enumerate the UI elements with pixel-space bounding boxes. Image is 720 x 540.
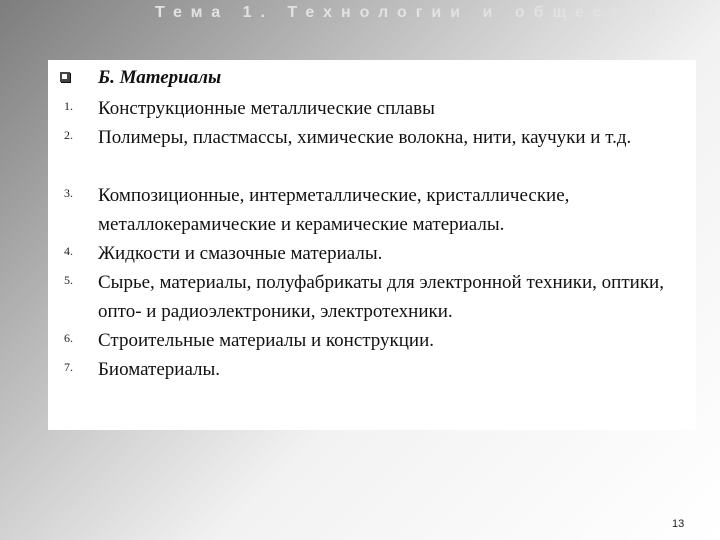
item-number: 2.: [64, 128, 73, 142]
item-text: Биоматериалы.: [98, 359, 221, 380]
section-heading: Б. Материалы: [98, 67, 222, 88]
item-text: Жидкости и смазочные материалы.: [98, 243, 383, 264]
item-number: 6.: [64, 331, 73, 345]
item-text: Композиционные, интерметаллические, кристаллические, металлокерамические и керамические материалы.: [98, 185, 570, 235]
item-number: 5.: [64, 273, 73, 287]
slide-title: Тема 1. Технологии и общество.: [155, 4, 679, 21]
page-number: 13: [672, 518, 685, 530]
content-box: [48, 60, 696, 430]
item-number: 7.: [64, 360, 73, 374]
item-number: 1.: [64, 99, 73, 113]
item-text: Полимеры, пластмассы, химические волокна, нити, каучуки и т.д.: [98, 127, 632, 148]
item-number: 4.: [64, 244, 73, 258]
item-text: Сырье, материалы, полуфабрикаты для электронной техники, оптики, опто- и радиоэлектроники, электротехники.: [98, 272, 664, 322]
square-bullet-icon: [60, 72, 70, 82]
item-text: Строительные материалы и конструкции.: [98, 330, 435, 351]
item-number: 3.: [64, 186, 73, 200]
item-text: Конструкционные металлические сплавы: [98, 98, 435, 119]
